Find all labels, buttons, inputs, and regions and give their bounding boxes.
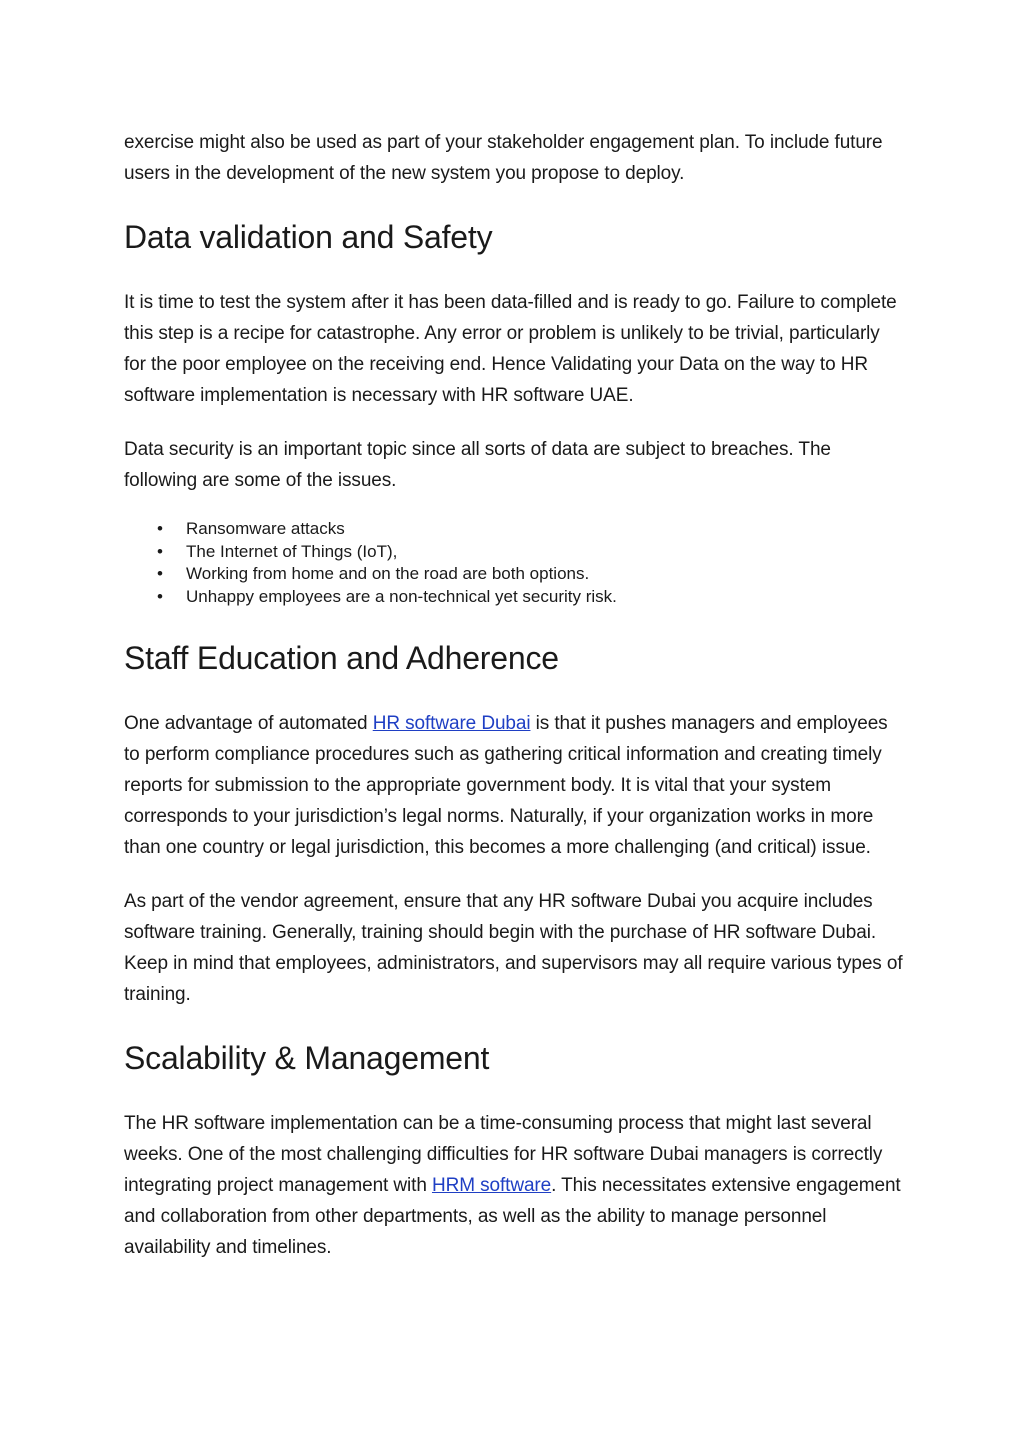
text-run: . This necessitates extensive engagement and collaboration from other departments, as well as the ability to manage personnel availability and timelines. <box>124 1175 901 1259</box>
data-security-paragraph: Data security is an important topic since all sorts of data are subject to breaches. The following are some of the issues. <box>124 439 831 491</box>
hrm-software-link[interactable]: HRM software <box>431 1175 552 1197</box>
list-item <box>124 541 904 564</box>
list-item-text: Working from home and on the road are both options. <box>186 564 590 584</box>
list-item <box>124 586 904 609</box>
heading-staff-education: Staff Education and Adherence <box>124 640 559 677</box>
bullet-icon: • <box>157 519 163 538</box>
security-issues-list <box>124 518 904 608</box>
hr-software-dubai-link[interactable]: HR software Dubai <box>372 713 531 735</box>
bullet-icon: • <box>157 586 163 606</box>
bullet-icon: • <box>157 541 163 561</box>
list-item <box>124 518 904 541</box>
text-run: The HR software implementation can be a time-consuming process that might last several weeks. One of the most challenging difficulties for HR software Dubai managers is correctly integrating project management with <box>124 1113 883 1197</box>
data-validation-paragraph: It is time to test the system after it has been data-filled and is ready to go. Failure to complete this step is a recipe for catastrophe. Any error or problem is unlikely to be trivial, particularly for the poor employee on the receiving end. Hence Validating your Data on the way to HR software implementation is necessary with HR software UAE. <box>124 292 897 406</box>
list-item-text: Unhappy employees are a non-technical yet security risk. <box>186 586 617 606</box>
bullet-icon: • <box>157 564 163 584</box>
vendor-training-paragraph: As part of the vendor agreement, ensure that any HR software Dubai you acquire includes software training. Generally, training should begin with the purchase of HR software Dubai. Keep in mind that employees, administrators, and supervisors may all require various types of training. <box>124 891 903 1006</box>
list-item-text: The Internet of Things (IoT), <box>186 541 398 561</box>
document-page <box>124 127 904 1263</box>
heading-data-validation: Data validation and Safety <box>124 219 493 255</box>
scalability-paragraph <box>124 1108 904 1263</box>
staff-education-paragraph <box>124 708 904 863</box>
heading-scalability: Scalability & Management <box>124 1040 490 1077</box>
text-run: One advantage of automated <box>124 713 373 735</box>
intro-paragraph: exercise might also be used as part of your stakeholder engagement plan. To include future users in the development of the new system you propose to deploy. <box>124 132 883 184</box>
list-item <box>124 563 904 586</box>
text-run: is that it pushes managers and employees to perform compliance procedures such as gathering critical information and creating timely reports for submission to the appropriate government body. It is vital that your system corresponds to your jurisdiction’s legal norms. Naturally, if your organization works in more than one country or legal jurisdiction, this becomes a more challenging (and critical) issue. <box>124 713 888 859</box>
list-item-text: Ransomware attacks <box>186 519 345 538</box>
